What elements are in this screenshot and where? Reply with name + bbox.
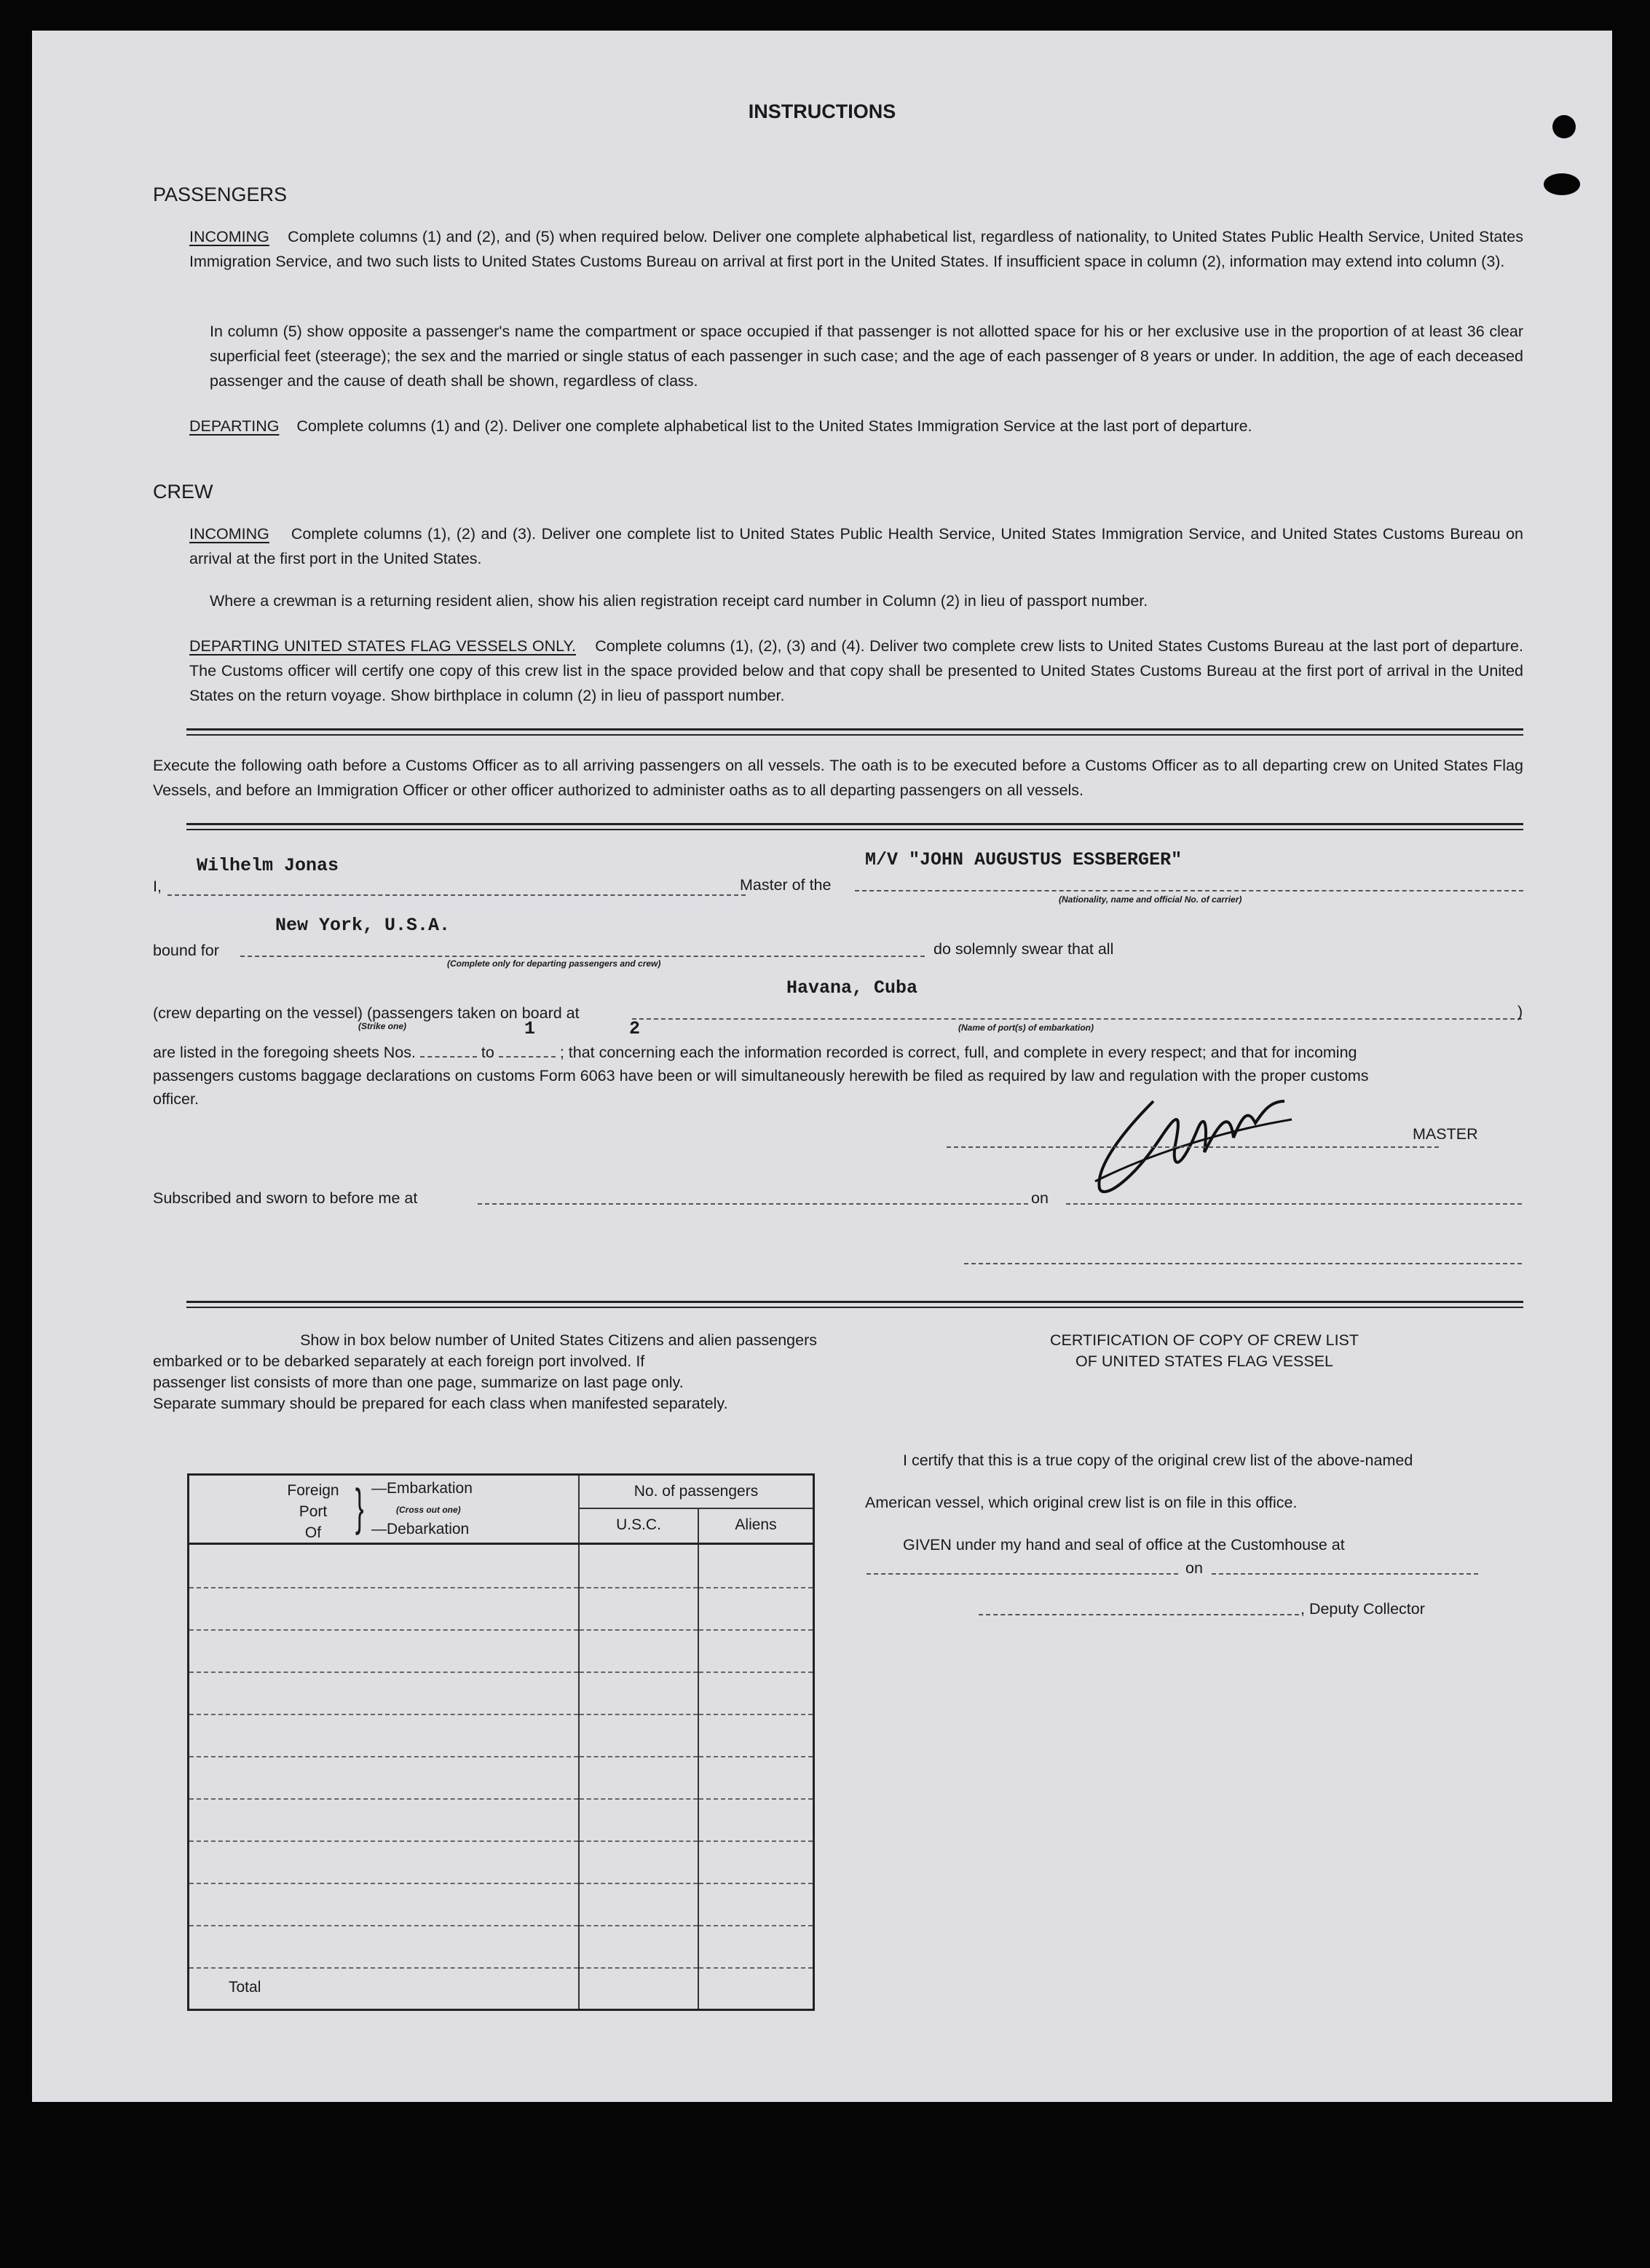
crew-incoming <box>189 521 1523 571</box>
listed-to: to <box>481 1044 494 1061</box>
subscribed-place-field[interactable] <box>478 1203 1028 1205</box>
passengers-incoming <box>189 224 1523 274</box>
bound-for-label: bound for <box>153 942 219 959</box>
usc-header: U.S.C. <box>579 1508 698 1544</box>
summary-line: Show in box below number of United States Citizens and alien passengers <box>300 1331 817 1349</box>
summary-line: embarked or to be debarked separately at each foreign port involved. If <box>153 1352 645 1370</box>
crew-heading: CREW <box>153 481 213 503</box>
customhouse-field[interactable] <box>867 1573 1178 1575</box>
usc-column[interactable] <box>579 1544 698 2010</box>
listed-line-2: passengers customs baggage declarations on customs Form 6063 have been or will simultaneously herewith be filed as required by law and regulation with the proper customs <box>153 1067 1369 1084</box>
embarkation-field[interactable] <box>632 1018 1522 1020</box>
subscribed-label: Subscribed and sworn to before me at <box>153 1189 418 1207</box>
summary-line: Separate summary should be prepared for each class when manifested separately. <box>153 1395 728 1412</box>
port-header <box>189 1475 580 1544</box>
port-word: Of <box>304 1524 322 1541</box>
vessel-field[interactable] <box>855 890 1523 891</box>
crew-passengers-label: (crew departing on the vessel) (passengers taken on board at <box>153 1004 580 1022</box>
page-title: INSTRUCTIONS <box>748 101 896 122</box>
close-paren: ) <box>1517 1003 1523 1020</box>
i-label: I, <box>153 878 162 895</box>
crew-departing-label: DEPARTING UNITED STATES FLAG VESSELS ONLY. <box>189 637 577 655</box>
summary-instructions <box>153 1330 817 1414</box>
strike-caption: (Strike one) <box>358 1021 407 1031</box>
deputy-collector-label: , Deputy Collector <box>1300 1600 1425 1618</box>
crew-incoming-label: INCOMING <box>189 525 269 543</box>
sheet-to: 2 <box>629 1018 641 1039</box>
destination: New York, U.S.A. <box>275 915 451 936</box>
debarkation-label: —Debarkation <box>371 1521 470 1537</box>
incoming-text: Complete columns (1) and (2), and (5) when required below. Deliver one complete alphabetical list, regardless of nationality, to United States Public Health Service, United States Immigration Service, and two such lists to United States Customs Bureau on arrival at first port in the United States. If insufficient space in column (2), information may extend into column (3). <box>189 228 1523 270</box>
embarkation-label: —Embarkation <box>371 1480 473 1497</box>
deputy-collector-field[interactable] <box>979 1614 1299 1615</box>
certification-line-2: American vessel, which original crew list is on file in this office. <box>865 1494 1298 1511</box>
certification-line-3: GIVEN under my hand and seal of office at the Customhouse at <box>903 1536 1345 1554</box>
aliens-column[interactable] <box>698 1544 814 2010</box>
subscribed-date-field[interactable] <box>1066 1203 1522 1205</box>
sheet-from: 1 <box>524 1018 536 1039</box>
divider <box>186 1301 1523 1308</box>
oath-intro: Execute the following oath before a Customs Officer as to all arriving passengers on all vessels. The oath is to be executed before a Customs Officer as to all departing crew on United States Flag Vessels, and before an Immigration Officer or other officer authorized to administer oaths as to all departing passengers on all vessels. <box>153 757 1523 799</box>
crew-departing-text: Complete columns (1), (2), (3) and (4). Deliver two complete crew lists to United States Customs Bureau at the last port of departure. The Customs officer will certify one copy of this crew list in the space provided below and that copy shall be presented to United States Customs Bureau at the first port of arrival in the United States on the return voyage. Show birthplace in column (2) in lieu of passport number. <box>189 637 1523 704</box>
port-word: Foreign <box>287 1482 339 1499</box>
vessel-name: M/V "JOHN AUGUSTUS ESSBERGER" <box>865 849 1183 870</box>
officer-signature-field[interactable] <box>964 1263 1522 1264</box>
master-name-field[interactable] <box>167 894 746 896</box>
passenger-summary-table <box>187 1473 815 2011</box>
vessel-caption: (Nationality, name and official No. of carrier) <box>1059 894 1242 905</box>
resident-alien-text: Where a crewman is a returning resident alien, show his alien registration receipt card number in Column (2) in lieu of passport number. <box>210 592 1148 610</box>
master-label: MASTER <box>1413 1125 1478 1143</box>
certification-title-2: OF UNITED STATES FLAG VESSEL <box>1075 1352 1334 1370</box>
listed-line-3: officer. <box>153 1090 199 1108</box>
departing-label: DEPARTING <box>189 417 280 435</box>
listed-b: ; that concerning each the information recorded is correct, full, and complete in every respect; and that for incoming <box>559 1044 1357 1061</box>
brace: } <box>355 1478 364 1535</box>
departing-text: Complete columns (1) and (2). Deliver one complete alphabetical list to the United States Immigration Service at the last port of departure. <box>296 417 1252 435</box>
total-label: Total <box>229 1979 261 1996</box>
no-passengers-header: No. of passengers <box>579 1475 814 1509</box>
master-signature <box>1051 1079 1328 1203</box>
form-page <box>32 31 1612 2102</box>
master-of-label: Master of the <box>740 876 832 894</box>
master-name: Wilhelm Jonas <box>197 855 339 876</box>
divider <box>186 823 1523 830</box>
crew-departing <box>189 634 1523 708</box>
cross-out-caption: (Cross out one) <box>396 1505 461 1515</box>
punch-hole <box>1544 173 1580 195</box>
port-word: Port <box>299 1503 328 1520</box>
master-signature-field[interactable] <box>947 1146 1439 1148</box>
column5-text: In column (5) show opposite a passenger's name the compartment or space occupied if that passenger is not allotted space for his or her exclusive use in the proportion of at least 36 clear superficial feet (steerage); the sex and the married or single status of each passenger in such case; and the age of each passenger of 8 years or under. In addition, the age of each deceased passenger and the cause of death shall be shown, regardless of class. <box>210 323 1523 390</box>
port-column[interactable] <box>189 1544 580 2010</box>
summary-line: passenger list consists of more than one page, summarize on last page only. <box>153 1374 684 1391</box>
destination-caption: (Complete only for departing passengers and crew) <box>447 958 661 969</box>
certification-on-label: on <box>1185 1559 1203 1577</box>
listed-line-1 <box>153 1040 1523 1065</box>
certification-title-1: CERTIFICATION OF COPY OF CREW LIST <box>1049 1331 1359 1349</box>
embarkation-port: Havana, Cuba <box>786 977 918 999</box>
embarkation-caption: (Name of port(s) of embarkation) <box>958 1023 1094 1033</box>
passengers-departing <box>189 414 1523 438</box>
listed-a: are listed in the foregoing sheets Nos. <box>153 1044 416 1061</box>
incoming-label: INCOMING <box>189 228 269 245</box>
divider <box>186 728 1523 736</box>
certification-date-field[interactable] <box>1212 1573 1478 1575</box>
swear-label: do solemnly swear that all <box>933 940 1114 958</box>
crew-incoming-text: Complete columns (1), (2) and (3). Deliver one complete list to United States Public Health Service, United States Immigration Service, and United States Customs Bureau on arrival at the first port in the United States. <box>189 525 1523 567</box>
certification-line-1: I certify that this is a true copy of the original crew list of the above-named <box>903 1452 1413 1469</box>
passengers-heading: PASSENGERS <box>153 184 288 205</box>
subscribed-on-label: on <box>1031 1189 1049 1207</box>
destination-field[interactable] <box>240 956 925 957</box>
certification-title <box>950 1330 1459 1372</box>
aliens-header: Aliens <box>698 1508 814 1544</box>
